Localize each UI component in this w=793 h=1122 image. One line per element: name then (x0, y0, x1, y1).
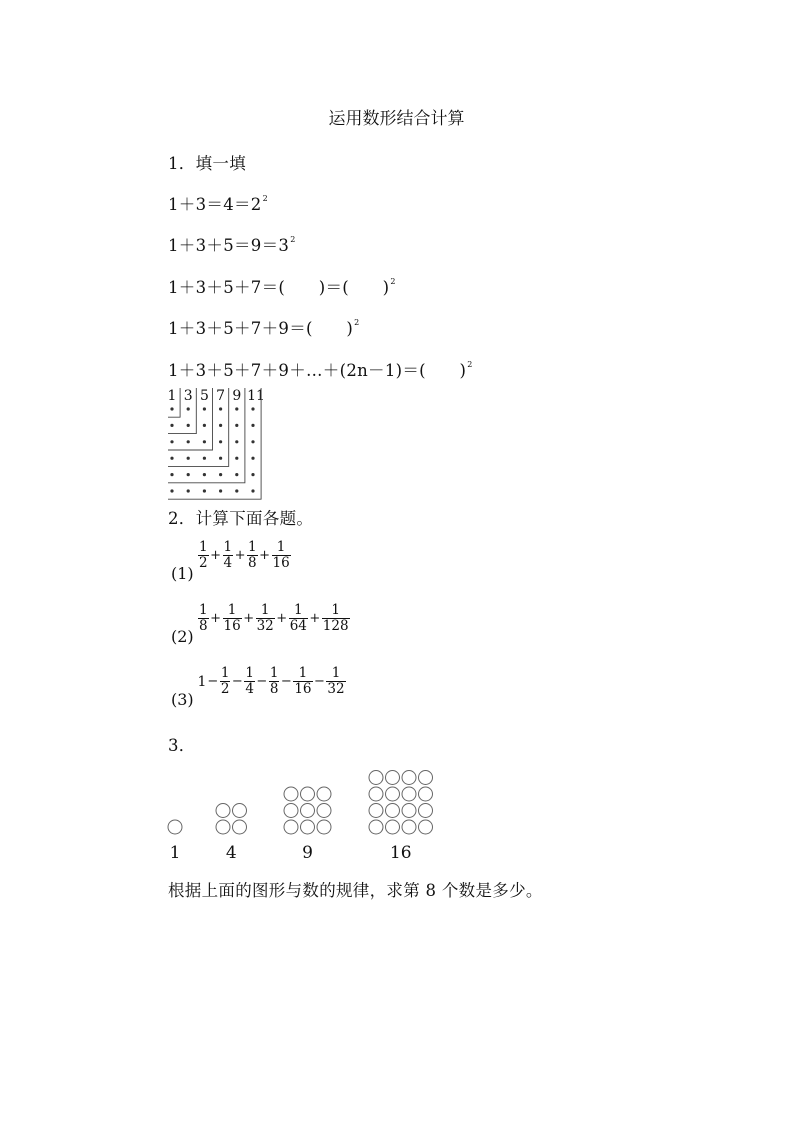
q2-fraction (322, 603, 350, 634)
figure-circle (369, 771, 383, 785)
q1-line-5-text: 1＋3＋5＋7＋9＋…＋(2n－1)＝( ) (168, 361, 467, 380)
figure-circle (369, 787, 383, 801)
q2-fraction-denominator: 32 (327, 681, 345, 697)
q2-expression (197, 666, 347, 697)
q2-fraction-denominator: 8 (248, 555, 257, 571)
dot-figure-dot (187, 457, 190, 460)
q2-fraction-numerator: 1 (220, 665, 230, 681)
dot-figure-dot (235, 489, 238, 492)
figure-circle (168, 820, 182, 834)
q2-fraction-numerator: 1 (245, 665, 254, 681)
figure-circle (402, 804, 416, 818)
figure-circle (386, 771, 400, 785)
q1-line-1-text: 1＋3＝4＝2 (168, 195, 262, 214)
q1-line-3-exponent: 2 (390, 277, 396, 286)
q2-fraction (326, 666, 345, 697)
dot-figure-dot (203, 473, 206, 476)
figure-circle (233, 820, 247, 834)
figure-circle (419, 771, 433, 785)
dot-figure-dot (219, 473, 222, 476)
circle-figure (284, 787, 331, 863)
dot-figure-dot (235, 424, 238, 427)
q2-operator: + (276, 611, 288, 626)
q2-operator: − (280, 674, 292, 689)
q2-expression (197, 603, 351, 634)
q2-fraction-numerator: 1 (223, 539, 233, 555)
figure-circle (386, 820, 400, 834)
dot-figure-dot (219, 489, 222, 492)
square-circle-figures (160, 760, 460, 870)
dot-figure-dot (235, 407, 238, 410)
dot-figure-dot (251, 424, 254, 427)
q2-fraction (289, 603, 308, 634)
q2-item-label: (3) (171, 690, 194, 709)
q1-line-4 (168, 315, 359, 339)
dot-figure-dot (203, 489, 206, 492)
q3-heading: 3． (168, 736, 196, 755)
dot-figure-dot (235, 440, 238, 443)
circle-figure (216, 804, 247, 864)
q2-operator: − (207, 674, 219, 689)
dot-figure-column-label: 5 (199, 388, 209, 404)
q2-heading: 2．计算下面各题。 (168, 509, 314, 528)
q2-fraction-denominator: 16 (223, 618, 241, 634)
dot-figure-dot (203, 457, 206, 460)
dot-figure-dot (235, 473, 238, 476)
figure-circle (369, 820, 383, 834)
q2-fraction-denominator: 64 (289, 618, 307, 634)
circle-figure-label: 4 (225, 843, 237, 863)
dot-figure-column-label: 7 (216, 388, 226, 404)
circle-figure (369, 771, 433, 864)
q2-fraction (269, 666, 280, 697)
q2-fraction (244, 666, 255, 697)
q1-line-2-text: 1＋3＋5＝9＝3 (168, 236, 290, 255)
figure-circle (233, 804, 247, 818)
dot-figure-dot (170, 424, 173, 427)
q2-fraction-denominator: 8 (199, 618, 208, 634)
dot-figure-dot (170, 440, 173, 443)
q1-line-2 (168, 232, 296, 256)
q2-fraction-denominator: 4 (223, 555, 233, 571)
q2-fraction-denominator: 2 (220, 681, 230, 697)
q2-fraction (247, 540, 258, 571)
q2-fraction (256, 603, 275, 634)
dot-figure-dot (187, 407, 190, 410)
q2-fraction-denominator: 4 (245, 681, 254, 697)
q1-line-2-exponent: 2 (290, 235, 296, 244)
dot-figure-column-label: 1 (167, 388, 177, 404)
dot-figure-dot (170, 489, 173, 492)
q2-fraction-numerator: 1 (256, 603, 275, 619)
figure-circle (402, 820, 416, 834)
dot-figure-dot (170, 457, 173, 460)
figure-circle (419, 820, 433, 834)
figure-circle (301, 804, 315, 818)
dot-figure-dot (235, 457, 238, 460)
q2-expression (197, 540, 292, 571)
dot-figure-dot (251, 457, 254, 460)
q2-expression-lead: 1 (197, 673, 207, 690)
dot-figure-column-label: 9 (232, 388, 242, 404)
circle-figure-label: 9 (302, 843, 313, 863)
q3-question: 根据上面的图形与数的规律，求第 8 个数是多少。 (168, 881, 543, 900)
q2-fraction-denominator: 16 (272, 555, 290, 571)
q2-fraction (198, 603, 209, 634)
figure-circle (419, 804, 433, 818)
figure-circle (216, 804, 230, 818)
q1-line-1 (168, 191, 268, 215)
dot-figure-dot (251, 489, 254, 492)
q2-fraction-numerator: 1 (289, 603, 308, 619)
q1-line-4-text: 1＋3＋5＋7＋9＝( ) (168, 319, 354, 338)
q1-line-5 (168, 357, 473, 381)
figure-circle (301, 820, 315, 834)
dot-figure-dot (219, 424, 222, 427)
dot-figure-dot (187, 473, 190, 476)
q2-fraction-numerator: 1 (326, 666, 345, 682)
figure-circle (317, 787, 331, 801)
dot-figure-column-label: 11 (247, 388, 265, 404)
circle-figure (168, 820, 182, 863)
dot-figure-dot (203, 424, 206, 427)
q2-fraction-numerator: 1 (199, 602, 208, 618)
q2-operator: + (259, 548, 270, 563)
dot-figure-dot (170, 473, 173, 476)
dot-figure-dot (251, 407, 254, 410)
q1-heading: 1．填一填 (168, 154, 246, 173)
q1-line-5-exponent: 2 (467, 360, 473, 369)
figure-circle (284, 787, 298, 801)
dot-figure-dot (170, 407, 173, 410)
q2-fraction-numerator: 1 (272, 540, 291, 556)
figure-circle (402, 787, 416, 801)
dot-figure-dot (187, 424, 190, 427)
figure-circle (317, 804, 331, 818)
dot-figure-dot (203, 407, 206, 410)
dot-figure-dot (251, 440, 254, 443)
q1-line-1-exponent: 2 (262, 194, 268, 203)
dot-figure-dot (187, 440, 190, 443)
dot-figure-dot (219, 457, 222, 460)
figure-circle (419, 787, 433, 801)
q2-fraction-numerator: 1 (322, 603, 350, 619)
odd-number-dot-figure (166, 386, 266, 492)
q2-operator: − (314, 674, 325, 689)
q2-fraction-numerator: 1 (293, 666, 312, 682)
q1-line-3 (168, 274, 396, 298)
q2-fraction-denominator: 128 (322, 618, 349, 634)
circle-figure-label: 1 (169, 843, 181, 863)
q2-fraction-denominator: 8 (269, 681, 279, 697)
q2-fraction-numerator: 1 (248, 539, 257, 555)
q2-fraction-denominator: 16 (294, 681, 312, 697)
q2-operator: + (309, 611, 321, 626)
q2-item-label: (2) (171, 627, 194, 646)
figure-circle (402, 771, 416, 785)
dot-figure-dot (219, 440, 222, 443)
dot-figure-dot (251, 473, 254, 476)
q2-operator: − (256, 674, 268, 689)
figure-circle (369, 804, 383, 818)
q2-operator: + (234, 548, 246, 563)
q1-line-3-text: 1＋3＋5＋7＝( )＝( ) (168, 278, 390, 297)
q2-fraction (223, 540, 234, 571)
q2-item-label: (1) (171, 564, 194, 583)
q2-operator: + (243, 611, 255, 626)
figure-circle (284, 820, 298, 834)
figure-circle (386, 804, 400, 818)
figure-circle (284, 804, 298, 818)
q2-fraction (220, 666, 231, 697)
circle-figure-label: 16 (389, 843, 412, 863)
q2-operator: + (210, 611, 221, 626)
q2-operator: + (210, 548, 221, 563)
dot-figure-dot (203, 440, 206, 443)
q2-operator: − (231, 674, 243, 689)
q2-fraction (223, 603, 242, 634)
q2-fraction-numerator: 1 (223, 603, 242, 619)
figure-circle (317, 820, 331, 834)
figure-circle (386, 787, 400, 801)
dot-figure-column-label: 3 (183, 388, 193, 404)
dot-figure-dot (187, 489, 190, 492)
page-title: 运用数形结合计算 (328, 109, 465, 129)
q2-fraction (272, 540, 291, 571)
q2-fraction (198, 540, 209, 571)
q2-fraction-denominator: 2 (199, 555, 208, 571)
q2-fraction-numerator: 1 (199, 539, 208, 555)
figure-circle (216, 820, 230, 834)
q2-fraction (293, 666, 312, 697)
q2-fraction-denominator: 32 (256, 618, 274, 634)
figure-circle (301, 787, 315, 801)
q1-line-4-exponent: 2 (354, 318, 360, 327)
dot-figure-dot (219, 407, 222, 410)
q2-fraction-numerator: 1 (269, 665, 279, 681)
